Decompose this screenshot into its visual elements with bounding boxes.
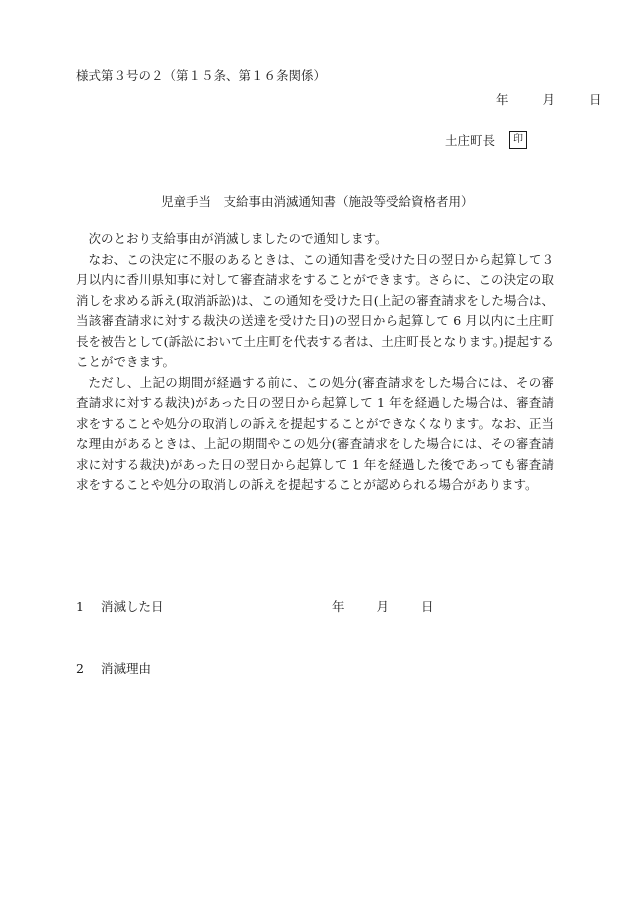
item-number: 1 bbox=[76, 599, 84, 614]
item-extinction-date bbox=[76, 597, 164, 615]
document-body bbox=[76, 229, 554, 496]
issue-date bbox=[468, 90, 602, 108]
item-label: 消滅理由 bbox=[100, 661, 151, 676]
issue-date-month: 月 bbox=[542, 92, 556, 107]
issue-date-day: 日 bbox=[589, 92, 602, 107]
item-extinction-reason bbox=[76, 659, 151, 677]
form-number: 様式第３号の２（第１５条、第１６条関係） bbox=[76, 68, 327, 83]
body-paragraph-2: なお、この決定に不服のあるときは、この通知書を受けた日の翌日から起算して３月以内に香川県知事に対して審査請求をすることができます。さらに、この決定の取消しを求める訴え(取消訴訟)は、この通知を受けた日(上記の審査請求をした場合は、当該審査請求に対する裁決の送達を受けた日)の翌日から起算して 6 月以内に土庄町長を被告として(訴訟において土庄町を代表する者は、土庄町長となります。)提起することができます。 bbox=[76, 251, 554, 369]
issuer-block bbox=[445, 131, 527, 149]
body-paragraph-1: 次のとおり支給事由が消滅しましたので通知します。 bbox=[88, 231, 388, 246]
extinction-date-year: 年 bbox=[332, 599, 345, 614]
document-title: 児童手当 支給事由消滅通知書（施設等受給資格者用） bbox=[161, 194, 474, 209]
item-number: 2 bbox=[76, 661, 84, 676]
body-paragraph-3: ただし、上記の期間が経過する前に、この処分(審査請求をした場合には、その審査請求に対する裁決)があった日の翌日から起算して 1 年を経過した場合は、審査請求をすることや処分の取消しの訴えを提起することができなくなります。なお、正当な理由があるときは、上記の期間やこの処分(審査請求をした場合には、その審査請求に対する裁決)があった日の翌日から起算して 1 年を経過した後であっても審査請求をすることや処分の取消しの訴えを提起することが認められる場合があります。 bbox=[76, 374, 554, 492]
item-label: 消滅した日 bbox=[100, 599, 164, 614]
issuer-name: 土庄町長 bbox=[445, 133, 496, 148]
extinction-date-day: 日 bbox=[421, 599, 434, 614]
issue-date-year: 年 bbox=[496, 92, 509, 107]
seal-mark: 印 bbox=[509, 131, 527, 149]
extinction-date-field bbox=[332, 597, 434, 615]
extinction-date-month: 月 bbox=[376, 599, 390, 614]
